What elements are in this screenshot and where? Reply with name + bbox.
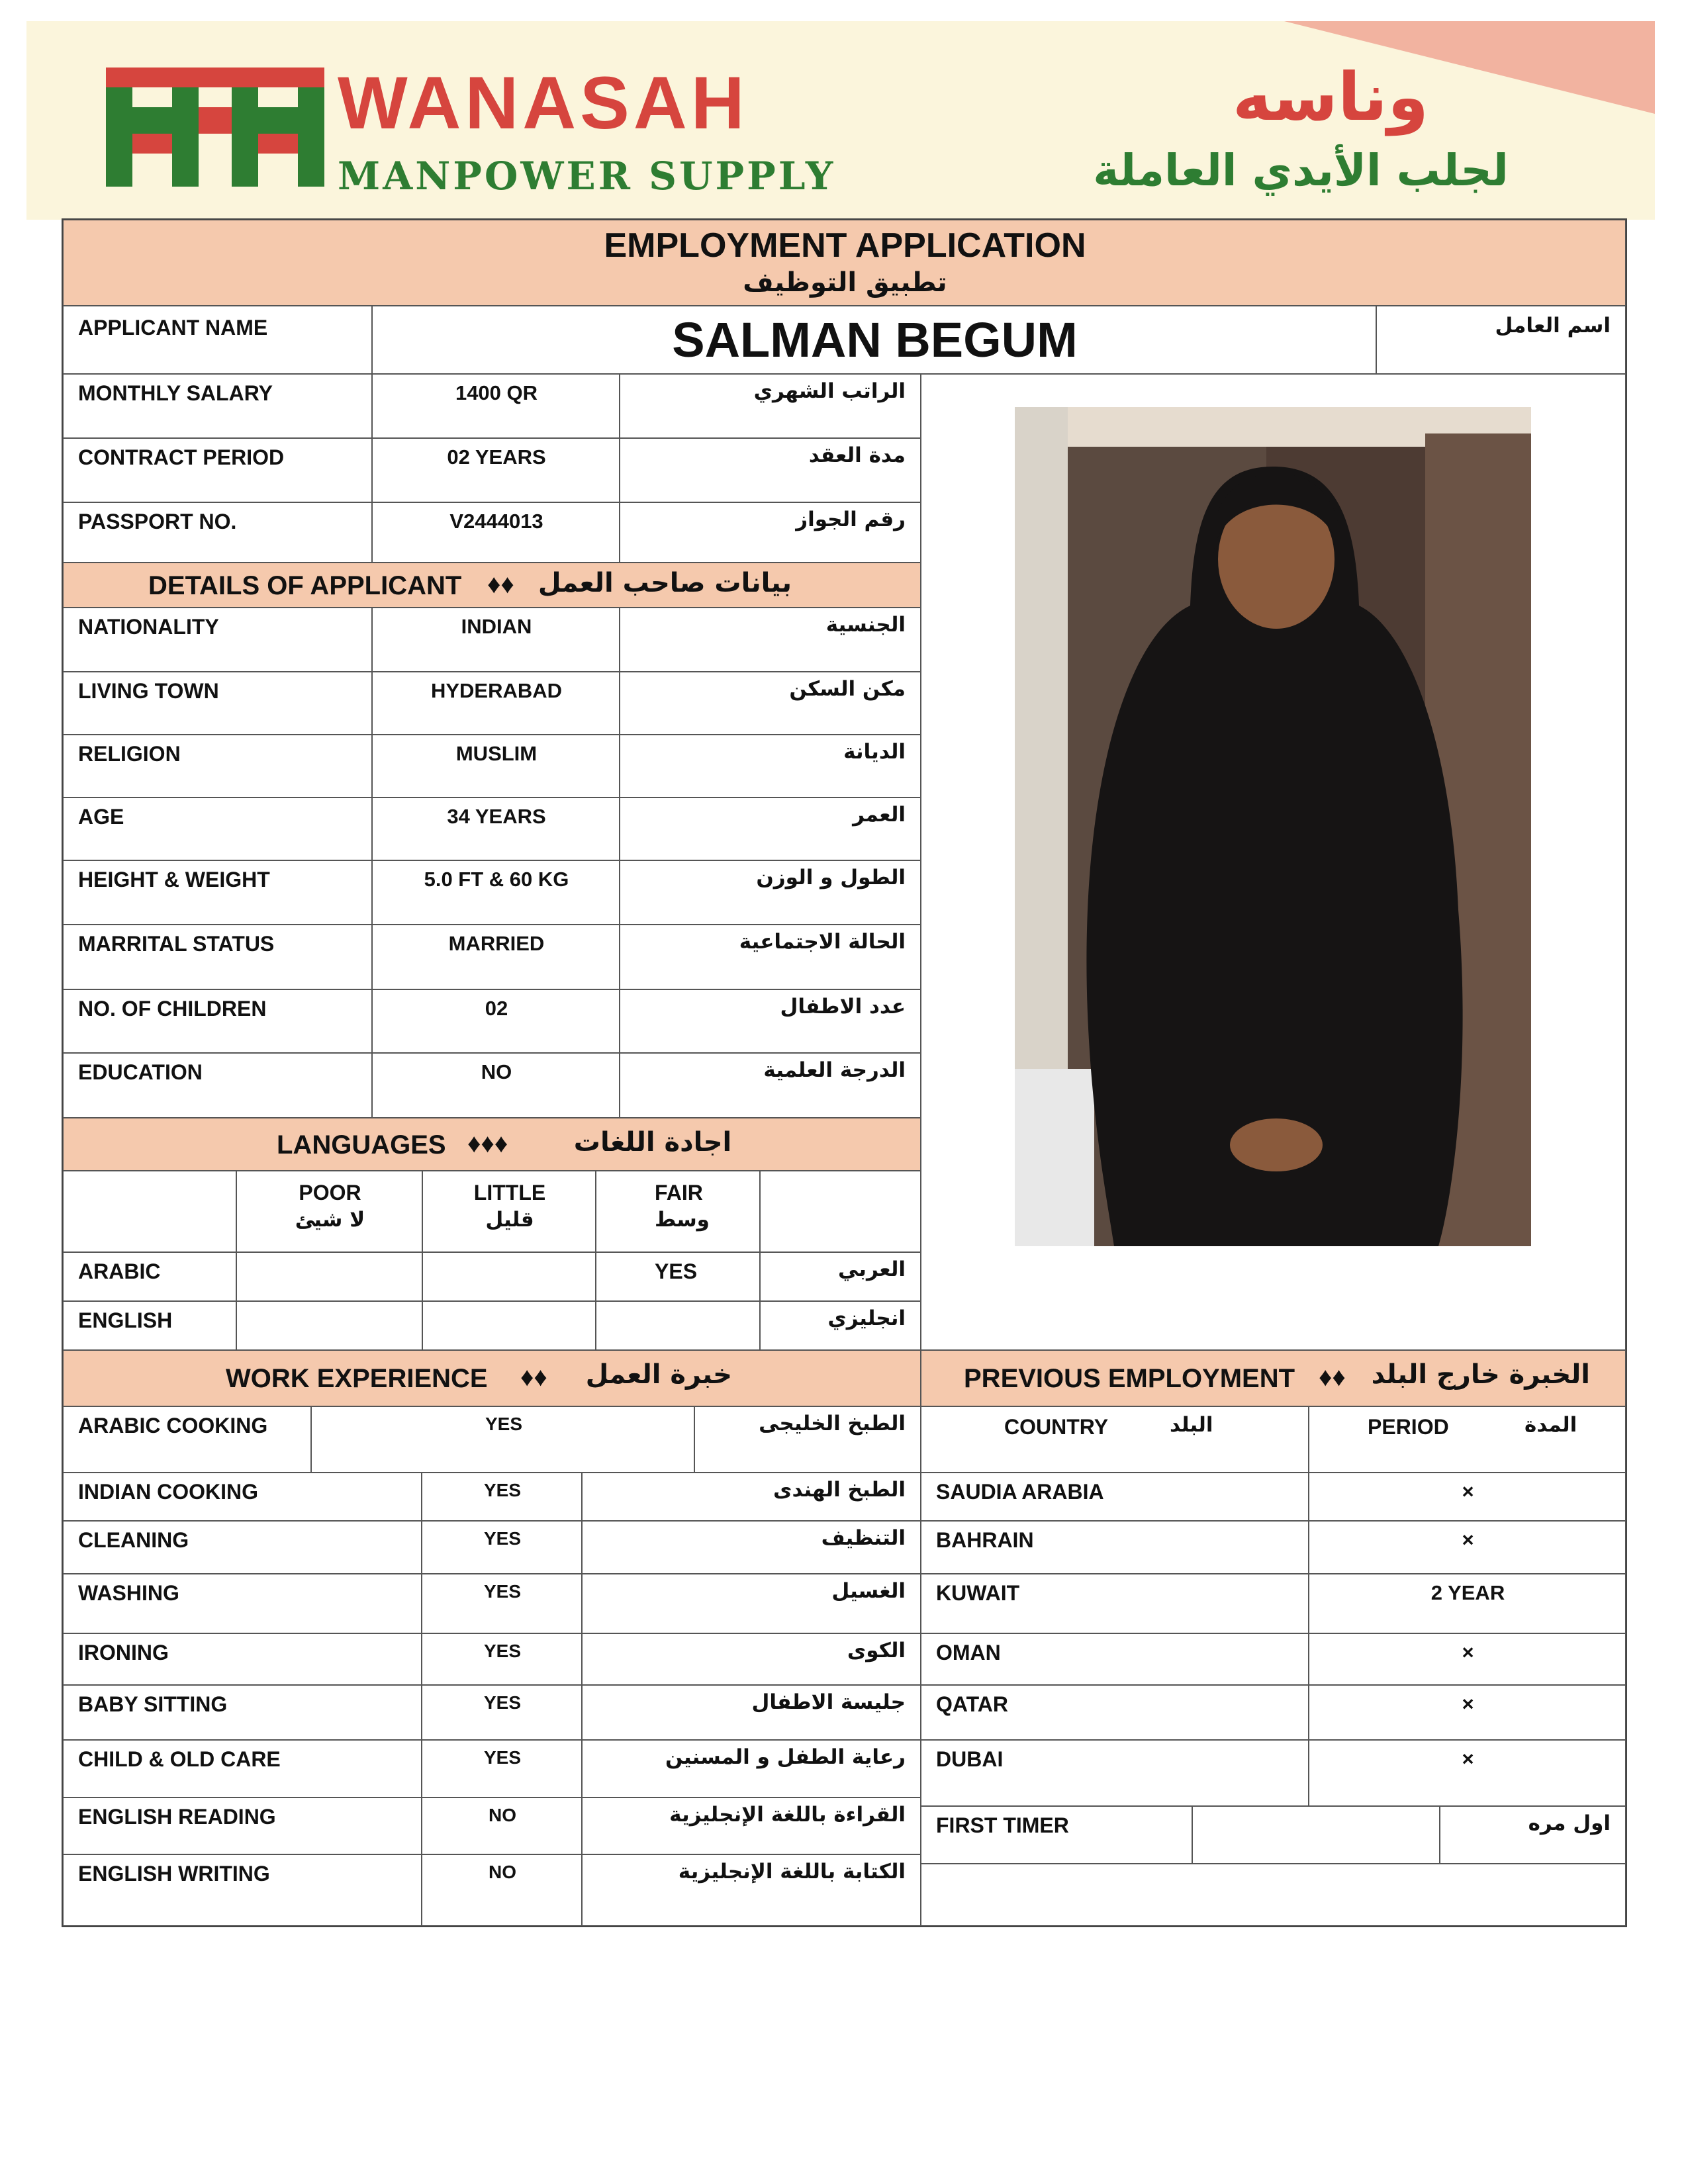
- work-skill-label-cell: [63, 1473, 422, 1521]
- first-timer-label-cell: [921, 1806, 1192, 1864]
- salary-ar-cell: [620, 374, 921, 438]
- detail-value-cell: [372, 925, 620, 989]
- passport-ar-cell: [620, 502, 921, 563]
- detail-value-cell: [372, 1053, 620, 1118]
- passport-value: V2444013: [449, 510, 543, 533]
- work-skill-label-cell: [63, 1685, 422, 1740]
- detail-label-ar: الجنسية: [825, 613, 906, 637]
- detail-label-ar: مكن السكن: [789, 677, 906, 701]
- language-row-ar-cell: [760, 1301, 921, 1350]
- first-timer-ar-cell: [1440, 1806, 1626, 1864]
- work-skill-value: NO: [489, 1862, 516, 1882]
- detail-label: MARRITAL STATUS: [78, 932, 275, 956]
- detail-ar-cell: [620, 989, 921, 1053]
- detail-value-cell: [372, 860, 620, 925]
- prev-period: ×: [1462, 1480, 1474, 1503]
- brand-tagline-ar: لجلب الأيدي العاملة: [1093, 145, 1509, 196]
- work-skill-value: YES: [483, 1641, 522, 1661]
- language-poor-cell: [236, 1301, 422, 1350]
- prev-col-country-ar: البلد: [1170, 1413, 1213, 1437]
- work-skill-value: YES: [485, 1414, 523, 1434]
- passport-value-cell: [372, 502, 620, 563]
- work-skill-label-ar: الطبخ الخليجى: [759, 1412, 906, 1435]
- prev-country-cell: [921, 1740, 1309, 1806]
- lang-level-little: [422, 1171, 596, 1252]
- prev-country: BAHRAIN: [936, 1528, 1034, 1552]
- language-poor-cell: [236, 1252, 422, 1301]
- languages-title-en: LANGUAGES: [277, 1130, 446, 1160]
- brand-name-en: WANASAH: [338, 62, 749, 144]
- prev-period: ×: [1462, 1747, 1474, 1770]
- applicant-name-label-ar: اسم العامل: [1495, 314, 1611, 338]
- work-skill-label: INDIAN COOKING: [78, 1480, 258, 1504]
- work-skill-label: BABY SITTING: [78, 1692, 228, 1716]
- prev-country: OMAN: [936, 1641, 1001, 1664]
- work-skill-value: YES: [483, 1581, 522, 1602]
- work-skill-value: YES: [483, 1747, 522, 1768]
- lang-level-fair-ar: وسط: [655, 1208, 710, 1232]
- details-header: [63, 563, 921, 608]
- previous-diamonds-icon: ♦♦: [1319, 1363, 1346, 1392]
- detail-ar-cell: [620, 735, 921, 797]
- languages-header: [63, 1118, 921, 1171]
- details-title-ar: بيانات صاحب العمل: [538, 568, 792, 598]
- prev-country-cell: [921, 1685, 1309, 1740]
- detail-label: LIVING TOWN: [78, 679, 219, 703]
- detail-ar-cell: [620, 608, 921, 672]
- passport-label: PASSPORT NO.: [78, 510, 237, 533]
- language-little-cell: [422, 1252, 596, 1301]
- passport-label-ar: رقم الجواز: [796, 508, 906, 531]
- work-skill-label: WASHING: [78, 1581, 179, 1605]
- work-skill-label: ARABIC COOKING: [78, 1414, 268, 1437]
- work-skill-label: IRONING: [78, 1641, 169, 1664]
- lang-level-fair: [596, 1171, 760, 1252]
- salary-value-cell: [372, 374, 620, 438]
- prev-country-cell: [921, 1633, 1309, 1685]
- work-skill-value-cell: [422, 1633, 582, 1685]
- work-skill-label: ENGLISH READING: [78, 1805, 276, 1829]
- previous-title-ar: الخبرة خارج البلد: [1371, 1359, 1590, 1390]
- prev-country-cell: [921, 1521, 1309, 1574]
- work-skill-ar-cell: [582, 1740, 921, 1797]
- prev-period-cell: [1309, 1633, 1626, 1685]
- previous-employment-header: [921, 1350, 1626, 1406]
- lang-level-poor: [236, 1171, 422, 1252]
- work-skill-ar-cell: [582, 1797, 921, 1854]
- detail-label-ar: الطول و الوزن: [756, 866, 906, 889]
- applicant-name-ar-cell: [1376, 306, 1626, 374]
- prev-period-cell: [1309, 1740, 1626, 1806]
- applicant-photo-image: [1015, 407, 1531, 1246]
- prev-period-cell: [1309, 1685, 1626, 1740]
- work-diamonds-icon: ♦♦: [520, 1363, 547, 1392]
- detail-label: EDUCATION: [78, 1060, 203, 1084]
- detail-label-ar: الحالة الاجتماعية: [739, 930, 906, 954]
- work-skill-label-ar: الكوى: [847, 1639, 906, 1662]
- detail-value-cell: [372, 797, 620, 860]
- detail-label-ar: الديانة: [843, 740, 906, 764]
- detail-label: AGE: [78, 805, 124, 829]
- work-skill-label-cell: [63, 1574, 422, 1633]
- language-row-label-cell: [63, 1252, 236, 1301]
- lang-level-fair-en: FAIR: [655, 1181, 703, 1205]
- detail-value: NO: [481, 1060, 512, 1083]
- detail-label: NO. OF CHILDREN: [78, 997, 267, 1021]
- prev-period: 2 YEAR: [1430, 1581, 1505, 1604]
- language-row-ar-cell: [760, 1252, 921, 1301]
- work-skill-label-ar: الكتابة باللغة الإنجليزية: [678, 1860, 906, 1884]
- prev-country: KUWAIT: [936, 1581, 1020, 1605]
- work-skill-label-ar: الطبخ الهندى: [773, 1478, 906, 1502]
- employment-form: [62, 218, 1627, 1927]
- detail-label-cell: [63, 608, 372, 672]
- detail-value: 34 YEARS: [447, 805, 546, 828]
- work-skill-label-cell: [63, 1740, 422, 1797]
- detail-label-cell: [63, 925, 372, 989]
- work-skill-label-cell: [63, 1406, 311, 1473]
- language-fair-cell: [596, 1301, 760, 1350]
- language-row-label-ar: انجليزي: [827, 1306, 906, 1330]
- prev-col-country-en: COUNTRY: [1004, 1415, 1109, 1439]
- prev-period: ×: [1462, 1692, 1474, 1715]
- brand-tagline-en: MANPOWER SUPPLY: [338, 154, 836, 199]
- language-row-label-ar: العربي: [837, 1257, 906, 1281]
- work-title-ar: خبرة العمل: [585, 1359, 732, 1390]
- work-skill-ar-cell: [582, 1521, 921, 1574]
- prev-period: ×: [1462, 1641, 1474, 1664]
- form-title-header: [63, 220, 1626, 306]
- work-skill-label-cell: [63, 1521, 422, 1574]
- detail-label-cell: [63, 672, 372, 735]
- detail-value: 5.0 FT & 60 KG: [424, 868, 569, 891]
- detail-ar-cell: [620, 797, 921, 860]
- detail-label-cell: [63, 860, 372, 925]
- applicant-name-label: APPLICANT NAME: [78, 316, 268, 340]
- detail-ar-cell: [620, 860, 921, 925]
- languages-diamonds-icon: ♦♦♦: [467, 1129, 508, 1158]
- contract-label-ar: مدة العقد: [808, 443, 906, 467]
- work-skill-value-cell: [422, 1854, 582, 1926]
- languages-title-ar: اجادة اللغات: [573, 1127, 732, 1158]
- prev-country: QATAR: [936, 1692, 1009, 1716]
- prev-period-cell: [1309, 1521, 1626, 1574]
- company-logo-icon: [106, 68, 324, 193]
- salary-value: 1400 QR: [455, 381, 538, 404]
- language-little-cell: [422, 1301, 596, 1350]
- detail-value: MUSLIM: [455, 742, 538, 765]
- detail-ar-cell: [620, 672, 921, 735]
- language-row-label: ENGLISH: [78, 1308, 173, 1332]
- first-timer-label-ar: اول مره: [1528, 1811, 1611, 1835]
- work-skill-label-ar: التنظيف: [821, 1526, 906, 1550]
- detail-label-ar: عدد الاطفال: [780, 995, 906, 1019]
- work-skill-ar-cell: [582, 1574, 921, 1633]
- language-fair-value: YES: [655, 1259, 698, 1283]
- salary-label-cell: [63, 374, 372, 438]
- detail-ar-cell: [620, 925, 921, 989]
- work-skill-value-cell: [422, 1797, 582, 1854]
- contract-label: CONTRACT PERIOD: [78, 445, 285, 469]
- work-skill-label-cell: [63, 1854, 422, 1926]
- lang-header-blank-cell: [760, 1171, 921, 1252]
- contract-ar-cell: [620, 438, 921, 502]
- detail-value-cell: [372, 672, 620, 735]
- contract-label-cell: [63, 438, 372, 502]
- lang-level-poor-ar: لا شيئ: [295, 1208, 365, 1232]
- work-skill-ar-cell: [582, 1854, 921, 1926]
- detail-value: INDIAN: [461, 615, 532, 638]
- prev-period-cell: [1309, 1473, 1626, 1521]
- detail-label-cell: [63, 989, 372, 1053]
- work-skill-ar-cell: [694, 1406, 921, 1473]
- detail-label: HEIGHT & WEIGHT: [78, 868, 270, 891]
- detail-value: 02: [485, 997, 508, 1020]
- form-title-ar: تطبيق التوظيف: [743, 267, 947, 298]
- details-title-en: DETAILS OF APPLICANT: [148, 571, 462, 600]
- work-experience-header: [63, 1350, 921, 1406]
- prev-col-period-en: PERIOD: [1368, 1415, 1449, 1439]
- detail-label: NATIONALITY: [78, 615, 219, 639]
- work-skill-value: YES: [483, 1528, 522, 1549]
- first-timer-value-cell: [1192, 1806, 1440, 1864]
- work-skill-value-cell: [422, 1521, 582, 1574]
- detail-label-cell: [63, 1053, 372, 1118]
- prev-col-country: [921, 1406, 1309, 1473]
- contract-value: 02 YEARS: [447, 445, 546, 469]
- detail-ar-cell: [620, 1053, 921, 1118]
- prev-period: ×: [1462, 1528, 1474, 1551]
- form-title-en: EMPLOYMENT APPLICATION: [604, 226, 1086, 265]
- detail-value: HYDERABAD: [430, 679, 563, 702]
- work-skill-label-ar: القراءة باللغة الإنجليزية: [669, 1803, 906, 1827]
- work-skill-value-cell: [422, 1473, 582, 1521]
- work-skill-value-cell: [422, 1740, 582, 1797]
- prev-col-period-ar: المدة: [1524, 1413, 1577, 1437]
- applicant-name: SALMAN BEGUM: [672, 312, 1078, 367]
- detail-value-cell: [372, 989, 620, 1053]
- prev-country-cell: [921, 1574, 1309, 1633]
- prev-country: SAUDIA ARABIA: [936, 1480, 1104, 1504]
- work-skill-value-cell: [422, 1685, 582, 1740]
- detail-label-cell: [63, 797, 372, 860]
- salary-label: MONTHLY SALARY: [78, 381, 273, 405]
- detail-label: RELIGION: [78, 742, 181, 766]
- first-timer-label: FIRST TIMER: [936, 1813, 1069, 1837]
- language-row-label: ARABIC: [78, 1259, 161, 1283]
- blank-cell: [921, 1864, 1626, 1926]
- work-skill-value-cell: [311, 1406, 694, 1473]
- prev-country: DUBAI: [936, 1747, 1004, 1771]
- work-skill-label: ENGLISH WRITING: [78, 1862, 270, 1886]
- work-skill-ar-cell: [582, 1633, 921, 1685]
- prev-country-cell: [921, 1473, 1309, 1521]
- detail-value-cell: [372, 608, 620, 672]
- work-skill-value: NO: [489, 1805, 516, 1825]
- work-title-en: WORK EXPERIENCE: [226, 1364, 488, 1393]
- work-skill-label-ar: الغسيل: [831, 1579, 906, 1603]
- company-banner: [26, 21, 1655, 220]
- work-skill-value: YES: [483, 1480, 522, 1500]
- lang-level-little-en: LITTLE: [473, 1181, 546, 1205]
- salary-label-ar: الراتب الشهري: [753, 379, 906, 403]
- detail-label-cell: [63, 735, 372, 797]
- work-skill-ar-cell: [582, 1473, 921, 1521]
- prev-col-period: [1309, 1406, 1626, 1473]
- detail-label-ar: الدرجة العلمية: [763, 1058, 906, 1082]
- language-row-label-cell: [63, 1301, 236, 1350]
- contract-value-cell: [372, 438, 620, 502]
- previous-title-en: PREVIOUS EMPLOYMENT: [964, 1364, 1295, 1393]
- details-diamonds-icon: ♦♦: [487, 570, 514, 599]
- lang-corner-cell: [63, 1171, 236, 1252]
- work-skill-ar-cell: [582, 1685, 921, 1740]
- work-skill-value: YES: [483, 1692, 522, 1713]
- lang-level-little-ar: قليل: [485, 1208, 534, 1232]
- work-skill-label-ar: رعاية الطفل و المسنين: [665, 1745, 906, 1769]
- work-skill-label-cell: [63, 1633, 422, 1685]
- lang-level-poor-en: POOR: [299, 1181, 361, 1205]
- work-skill-value-cell: [422, 1574, 582, 1633]
- language-fair-cell: [596, 1252, 760, 1301]
- detail-value-cell: [372, 735, 620, 797]
- applicant-photo: [1015, 407, 1531, 1246]
- work-skill-label: CHILD & OLD CARE: [78, 1747, 281, 1771]
- brand-name-ar: وناسه: [1232, 58, 1429, 136]
- work-skill-label-cell: [63, 1797, 422, 1854]
- prev-period-cell: [1309, 1574, 1626, 1633]
- detail-label-ar: العمر: [853, 803, 906, 827]
- passport-label-cell: [63, 502, 372, 563]
- work-skill-label: CLEANING: [78, 1528, 189, 1552]
- applicant-name-cell: [372, 306, 1376, 374]
- work-skill-label-ar: جليسة الاطفال: [751, 1690, 906, 1714]
- applicant-name-label-cell: [63, 306, 372, 374]
- detail-value: MARRIED: [448, 932, 545, 955]
